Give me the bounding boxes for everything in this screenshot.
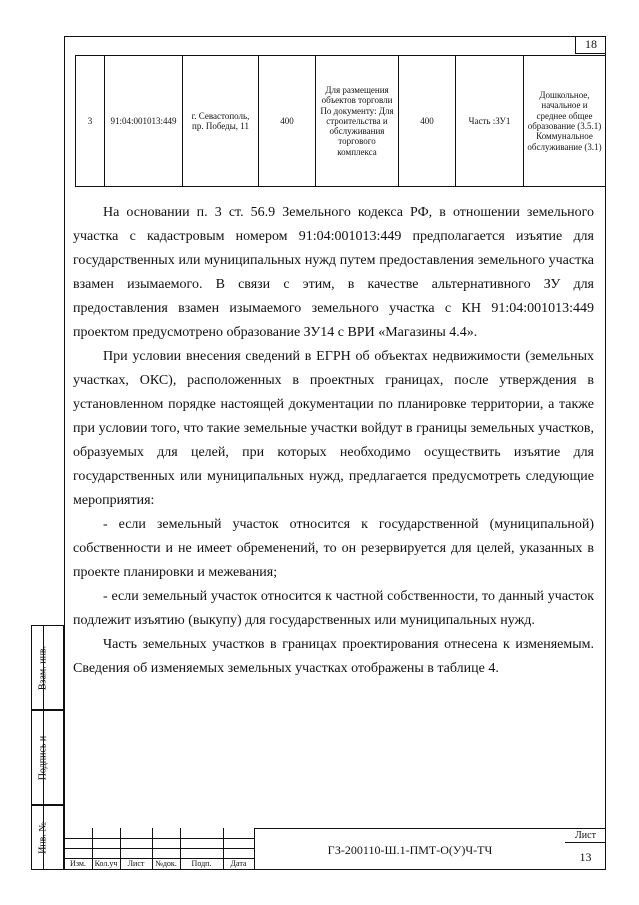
top-page-number: 18	[575, 36, 606, 54]
table-row	[76, 56, 606, 187]
paragraph-3: - если земельный участок относится к государственной (муниципальной) собственности и не имеет обременений, то он резервируется для целей, указанных в проекте планировки и межевания;	[73, 517, 594, 580]
body-text	[73, 201, 594, 681]
paragraph-1: На основании п. 3 ст. 56.9 Земельного кодекса РФ, в отношении земельного участка с кадастровым номером 91:04:001013:449 предполагается изъятие для государственных или муниципальных нужд путем предоставления земельного участка взамен изымаемого. В связи с этим, в качестве альтернативного ЗУ для предоставления взамен изымаемого земельного участка с КН 91:04:001013:449 проектом предусмотрено образование ЗУ14 с ВРИ «Магазины 4.4».	[73, 205, 594, 340]
cell-purpose: Для размещения объектов торговли По документу: Для строительства и обслуживания торгового комплекса	[316, 56, 399, 187]
cell-area: 400	[259, 56, 316, 187]
cell-area2: 400	[399, 56, 456, 187]
label-ndok: №док.	[155, 859, 177, 868]
label-data: Дата	[230, 859, 247, 868]
cell-part: Часть :ЗУ1	[456, 56, 524, 187]
cell-address: г. Севастополь, пр. Победы, 11	[183, 56, 259, 187]
side-stamp	[31, 625, 64, 870]
paragraph-4: - если земельный участок относится к частной собственности, то данный участок подлежит изъятию (выкупу) для государственных или муниципальных нужд.	[73, 589, 594, 628]
label-izm: Изм.	[70, 859, 86, 868]
revision-grid	[64, 828, 254, 870]
sheet-label: Лист	[565, 829, 606, 843]
side-label-podpis: Подпись и	[37, 735, 49, 780]
sheet-box	[565, 828, 606, 870]
side-cell-inv	[31, 805, 64, 870]
label-podp: Подп.	[191, 859, 212, 868]
side-cell-podpis	[31, 710, 64, 805]
revision-labels	[64, 858, 254, 870]
title-block	[64, 828, 606, 870]
paragraph-2: При условии внесения сведений в ЕГРН об объектах недвижимости (земельных участках, ОКС), расположенных в проектных границах, после утверждения в установленном порядке настоящей документации по планировке территории, а также при условии того, что такие земельные участки войдут в границы земельных участков, образуемых для целей, при которых необходимо осуществить изъятие для государственных или муниципальных нужд, предлагается предусмотреть следующие мероприятия:	[73, 349, 594, 508]
paragraph-5: Часть земельных участков в границах проектирования отнесена к изменяемым. Сведения об изменяемых земельных участках отображены в таблице 4.	[73, 637, 594, 676]
side-cell-vzam	[31, 625, 64, 710]
cell-cadastral: 91:04:001013:449	[105, 56, 183, 187]
label-kol: Кол.уч	[94, 859, 118, 868]
side-label-inv: Инв. №	[37, 821, 49, 854]
cell-num: 3	[76, 56, 105, 187]
side-label-vzam: Взам. инв.	[37, 645, 49, 690]
label-list: Лист	[127, 859, 145, 868]
cell-vri: Дошкольное, начальное и среднее общее образование (3.5.1) Коммунальное обслуживание (3.1)	[524, 56, 606, 187]
document-code: ГЗ-200110-Ш.1-ПМТ-О(У)Ч-ТЧ	[254, 828, 565, 870]
sheet-number: 13	[579, 850, 592, 864]
record-table	[75, 55, 606, 187]
